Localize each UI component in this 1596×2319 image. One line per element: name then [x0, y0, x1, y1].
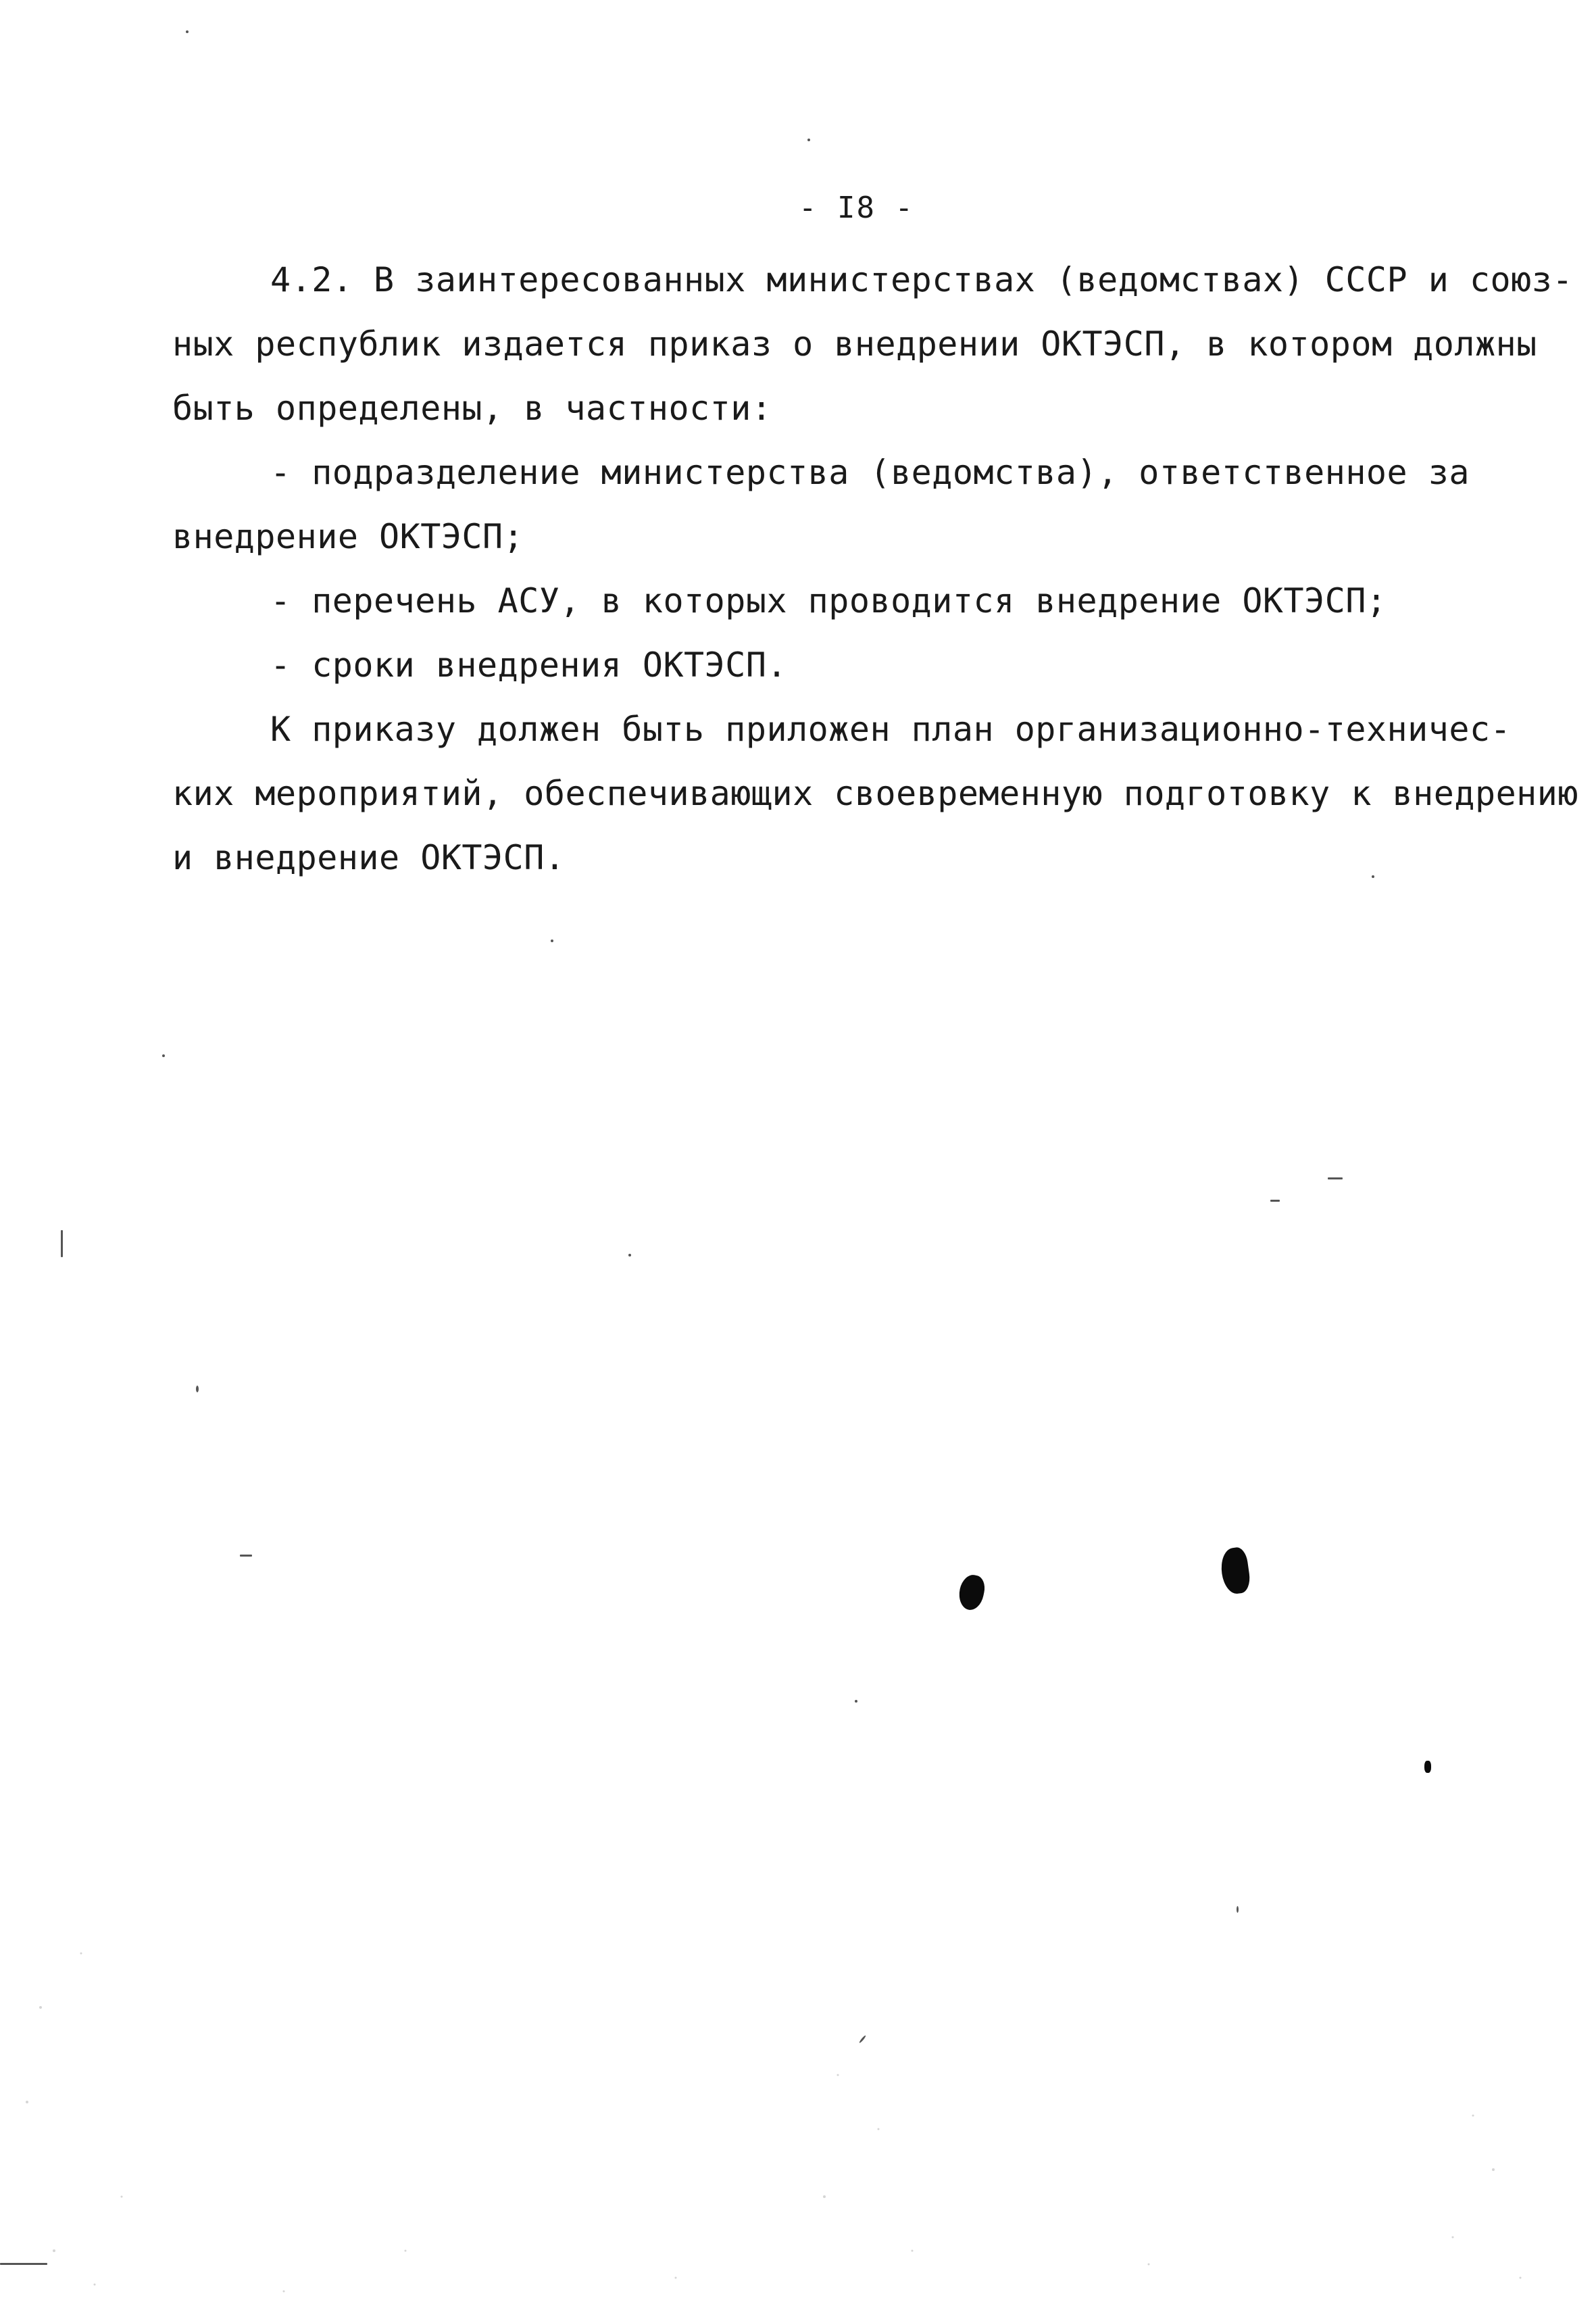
scan-speck [1328, 1177, 1343, 1179]
scan-speck [807, 139, 810, 141]
scan-speck [196, 1386, 199, 1392]
scan-speck [240, 1555, 252, 1557]
scan-speck [628, 1254, 631, 1256]
scan-speck [162, 1054, 165, 1057]
scan-noise [0, 1588, 1596, 2319]
paragraph-1-line-1: 4.2. В заинтересованных министерствах (ведомствах) СССР и союз- [270, 260, 1573, 299]
scan-speck [186, 30, 189, 33]
paragraph-3-line-1: - перечень АСУ, в которых проводится внедрение ОКТЭСП; [270, 581, 1387, 620]
paragraph-5-line-3: и внедрение ОКТЭСП. [172, 838, 566, 877]
page-number: - I8 - [799, 191, 914, 225]
paragraph-5-line-2: ких мероприятий, обеспечивающих своевременную подготовку к внедрению [172, 774, 1578, 813]
paragraph-1-line-3: быть определены, в частности: [172, 389, 772, 428]
scan-speck [61, 1230, 63, 1257]
paragraph-5-line-1: К приказу должен быть приложен план организационно-техничес- [270, 710, 1512, 749]
paragraph-1-line-2: ных республик издается приказ о внедрении ОКТЭСП, в котором должны [172, 324, 1537, 364]
paragraph-4-line-1: - сроки внедрения ОКТЭСП. [270, 645, 788, 685]
scan-speck [1270, 1200, 1280, 1202]
scan-speck [551, 939, 553, 942]
paragraph-2-line-2: внедрение ОКТЭСП; [172, 517, 524, 556]
paragraph-2-line-1: - подразделение министерства (ведомства), ответственное за [270, 453, 1470, 492]
scan-speck [1372, 875, 1374, 878]
